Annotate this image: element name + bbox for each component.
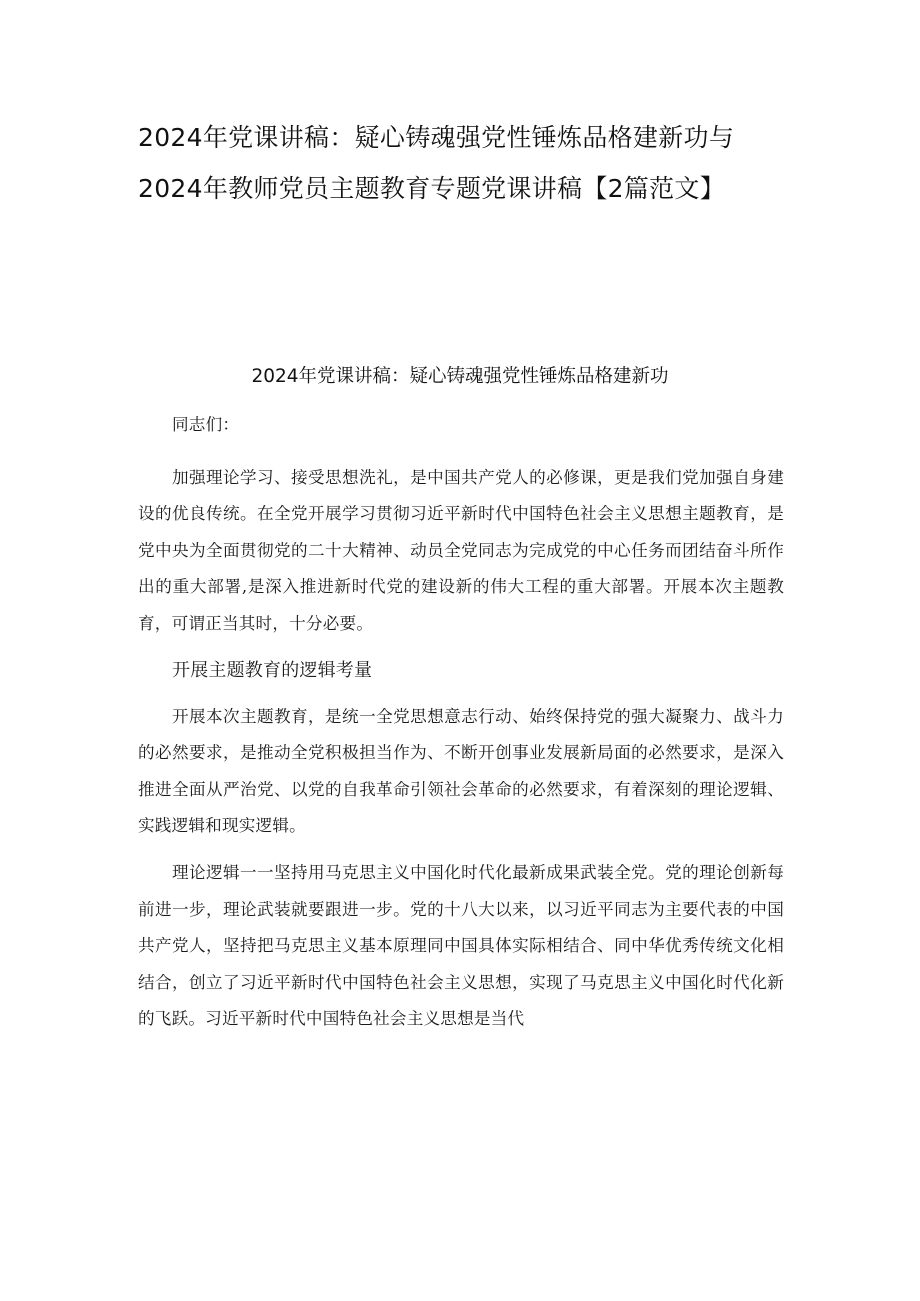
subheading-logic: 开展主题教育的逻辑考量 [172,659,373,681]
document-title-line-2: 2024年教师党员主题教育专题党课讲稿【2篇范文】 [138,174,726,203]
document-title-line-1: 2024年党课讲稿：疑心铸魂强党性锤炼品格建新功与 [138,123,735,152]
paragraph-1: 加强理论学习、接受思想洗礼，是中国共产党人的必修课，更是我们党加强自身建设的优良传统。在全党开展学习贯彻习近平新时代中国特色社会主义思想主题教育，是党中央为全面贯彻党的二十大精神、动员全党同志为完成党的中心任务而团结奋斗所作出的重大部署,是深入推进新时代党的建设新的伟大工程的重大部署。开展本次主题教育，可谓正当其时，十分必要。 [138,467,784,633]
greeting: 同志们： [172,415,240,434]
section-title: 2024年党课讲稿：疑心铸魂强党性锤炼品格建新功 [251,366,669,387]
paragraph-3: 理论逻辑一一坚持用马克思主义中国化时代化最新成果武装全党。党的理论创新每前进一步，理论武装就要跟进一步。党的十八大以来，以习近平同志为主要代表的中国共产党人，坚持把马克思主义基本原理同中国具体实际相结合、同中华优秀传统文化相结合，创立了习近平新时代中国特色社会主义思想，实现了马克思主义中国化时代化新的飞跃。习近平新时代中国特色社会主义思想是当代 [138,862,784,1029]
document-body [138,407,784,1048]
document-title [138,112,798,214]
paragraph-2: 开展本次主题教育，是统一全党思想意志行动、始终保持党的强大凝聚力、战斗力的必然要求，是推动全党积极担当作为、不断开创事业发展新局面的必然要求，是深入推进全面从严治党、以党的自我革命引领社会革命的必然要求，有着深刻的理论逻辑、实践逻辑和现实逻辑。 [138,706,784,836]
